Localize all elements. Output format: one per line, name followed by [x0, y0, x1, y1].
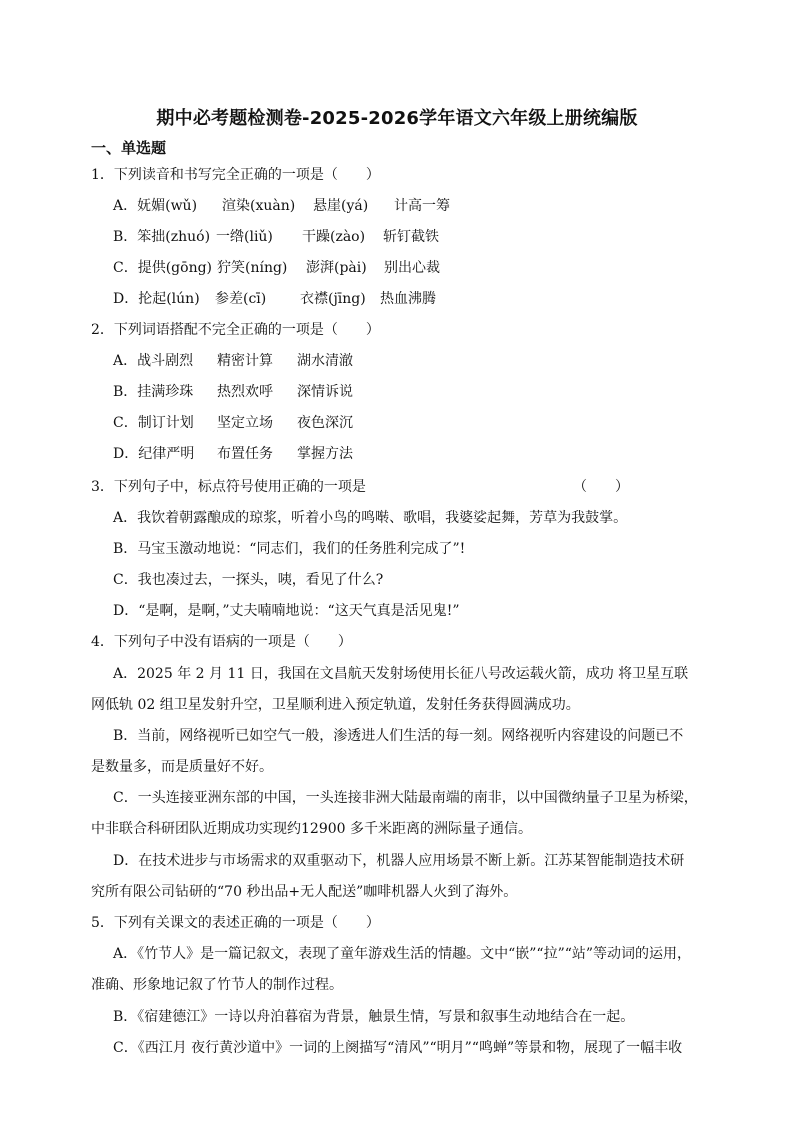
question-4-stem: 4．下列句子中没有语病的一项是（ ） — [91, 634, 352, 650]
question-3-option-b: B．马宝玉激动地说：“同志们，我们的任务胜利完成了”! — [113, 541, 466, 557]
question-1-stem: 1．下列读音和书写完全正确的一项是（ ） — [91, 167, 380, 183]
question-4-option-c-cont: 中非联合科研团队近期成功实现约12900 多千米距离的洲际量子通信。 — [91, 821, 532, 837]
question-4-option-c: C．一头连接亚洲东部的中国，一头连接非洲大陆最南端的南非，以中国微纳量子卫星为桥梁， — [113, 790, 698, 806]
page-title: 期中必考题检测卷-2025-2026学年语文六年级上册统编版 — [156, 108, 638, 129]
section-heading: 一、单选题 — [91, 139, 167, 157]
question-4-option-a-cont: 网低轨 02 组卫星发射升空，卫星顺利进入预定轨道，发射任务获得圆满成功。 — [91, 697, 580, 713]
question-3-option-d: D．“是啊，是啊，”丈夫喃喃地说：“这天气真是活见鬼!” — [113, 603, 460, 619]
question-5-option-a-cont: 准确、形象地记叙了竹节人的制作过程。 — [91, 977, 343, 993]
question-2-stem: 2．下列词语搭配不完全正确的一项是（ ） — [91, 322, 380, 338]
question-4-option-b-cont: 是数量多，而是质量好不好。 — [91, 759, 273, 775]
exam-page: 期中必考题检测卷-2025-2026学年语文六年级上册统编版 一、单选题 1．下列读音和书写完全正确的一项是（ ） A．妩媚(wǔ) 渲染(xuàn) 悬崖(yá) 计高一筹 B．笨拙(zhuó) 一绺(liǔ) 干躁(zào) 斩钉截铁 C．提供(gōng) 狞笑(níng) 澎湃(pài) 别出心裁 D．抡起(lún) 参差(cī) 衣襟(jīng) 热血沸腾 2．下列词语搭配不完全正确的一项是（ ） A．战斗剧烈 精密计算 湖水清澈 B．挂满珍珠 热烈欢呼 深情诉说 C．制订计划 坚定立场 夜色深沉 D．纪律严明 布置任务 掌握方法 3．下列句子中，标点符号使用正确的一项是 （ ） A．我饮着朝露酿成的琼浆，听着小鸟的鸣啭、歌唱，我婆娑起舞，芳草为我鼓掌。 B．马宝玉激动地说：“同志们，我们的任务胜利完成了”! C．我也凑过去，一探头，咦，看见了什么? D．“是啊，是啊，”丈夫喃喃地说：“这天气真是活见鬼!” 4．下列句子中没有语病的一项是（ ） A．2025 年 2 月 11 日，我国在文昌航天发射场使用长征八号改运载火箭，成功 将卫星互联 网低轨 02 组卫星发射升空，卫星顺利进入预定轨道，发射任务获得圆满成功。 B．当前，网络视听已如空气一般，渗透进人们生活的每一刻。网络视听内容建设的问题已不 是数量多，而是质量好不好。 C．一头连接亚洲东部的中国，一头连接非洲大陆最南端的南非，以中国微纳量子卫星为桥梁， 中非联合科研团队近期成功实现约12900 多千米距离的洲际量子通信。 D．在技术进步与市场需求的双重驱动下，机器人应用场景不断上新。江苏某智能制造技术研 究所有限公司钻研的“70 秒出品+无人配送”咖啡机器人火到了海外。 5．下列有关课文的表述正确的一项是（ ） A．《竹节人》是一篇记叙文，表现了童年游戏生活的情趣。文中“嵌”“拉”“站”等动词的运用， 准确、形象地记叙了竹节人的制作过程。 B．《宿建德江》一诗以舟泊暮宿为背景，触景生情，写景和叙事生动地结合在一起。 C．《西江月 夜行黄沙道中》一词的上阕描写“清风”“明月”“鸣蝉”等景和物，展现了一幅丰收 — [0, 0, 794, 1123]
question-3-option-c: C．我也凑过去，一探头，咦，看见了什么? — [113, 572, 384, 588]
question-5-option-c: C．《西江月 夜行黄沙道中》一词的上阕描写“清风”“明月”“鸣蝉”等景和物，展现了一幅丰收 — [113, 1040, 683, 1056]
question-3-option-a: A．我饮着朝露酿成的琼浆，听着小鸟的鸣啭、歌唱，我婆娑起舞，芳草为我鼓掌。 — [113, 510, 628, 526]
question-3-stem: 3．下列句子中，标点符号使用正确的一项是 — [91, 479, 366, 495]
question-4-option-a: A．2025 年 2 月 11 日，我国在文昌航天发射场使用长征八号改运载火箭，成功 将卫星互联 — [113, 666, 689, 682]
question-3-answer-paren: （ ） — [573, 479, 629, 495]
question-5-stem: 5．下列有关课文的表述正确的一项是（ ） — [91, 915, 380, 931]
question-5-option-a: A．《竹节人》是一篇记叙文，表现了童年游戏生活的情趣。文中“嵌”“拉”“站”等动词的运用， — [113, 946, 692, 962]
question-5-option-b: B．《宿建德江》一诗以舟泊暮宿为背景，触景生情，写景和叙事生动地结合在一起。 — [113, 1009, 635, 1025]
question-4-option-d-cont: 究所有限公司钻研的“70 秒出品+无人配送”咖啡机器人火到了海外。 — [91, 884, 518, 900]
question-4-option-b: B．当前，网络视听已如空气一般，渗透进人们生活的每一刻。网络视听内容建设的问题已不 — [113, 728, 684, 744]
question-4-option-d: D．在技术进步与市场需求的双重驱动下，机器人应用场景不断上新。江苏某智能制造技术研 — [113, 853, 685, 869]
